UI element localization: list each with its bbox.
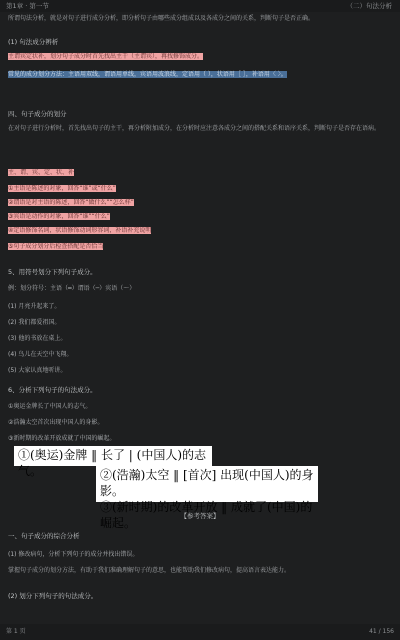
- exercise-item: (4) 鸟儿在天空中飞翔。: [8, 351, 73, 358]
- intro-paragraph: 所谓句法分析，就是对句子进行成分分析，即分析句子由哪些成分组成以及各成分之间的关系，判断句子是否正确。: [8, 15, 315, 22]
- analysis-line: ①奥运金牌长了中国人的志气。: [8, 403, 92, 410]
- exercise-intro: 例：划分符号：主语（═）谓语（─）宾语（～）: [8, 285, 136, 292]
- header-right: （二）句法分析: [346, 2, 392, 10]
- pink-item-4: [8, 226, 392, 235]
- exercise-item: (5) 大家认真地听讲。: [8, 367, 67, 374]
- exercise-item: (1) 月亮升起来了。: [8, 303, 61, 310]
- analysis-line: ②浩瀚太空首次出现中国人的身影。: [8, 419, 104, 426]
- header-bar: [0, 0, 400, 12]
- pink-highlight-text: 主谓宾定状补，划分句子成分时首先找出主干（主谓宾），再找修饰成分。: [8, 53, 204, 60]
- section3-title: 5、用符号划分下列句子成分。: [8, 268, 97, 276]
- exercise-item: (2) 我们都爱祖国。: [8, 319, 61, 326]
- section4-title: 6、分析下列句子的句法成分。: [8, 386, 97, 394]
- pink-heading-text: 主、谓、宾、定、状、补: [8, 169, 75, 176]
- pink-item-3: [8, 212, 392, 221]
- section2-title: 四、句子成分的划分: [8, 110, 67, 118]
- section5-item: (1) 修改病句，分析下列句子的成分并找出错误。: [8, 551, 139, 558]
- center-label: 【参考答案】: [180, 512, 220, 520]
- pink-item-2: [8, 198, 392, 207]
- pink-item-5: [8, 242, 392, 251]
- pink-item-text: ③宾语是动作的对象，回答“谁”“什么”: [8, 213, 110, 220]
- analysis-line: ③新时期的改革开放成就了中国的崛起。: [8, 435, 116, 442]
- pink-item-text: ②谓语是对主语的陈述，回答“做什么”“怎么样”: [8, 199, 134, 206]
- section5-title: 一、句子成分的综合分析: [8, 532, 80, 540]
- blue-highlight-block: [8, 70, 392, 79]
- section1-title: (1) 句法成分辨析: [8, 38, 59, 46]
- footer-left: 第 1 页: [6, 628, 26, 635]
- exercise-item: (3) 他的书放在桌上。: [8, 335, 67, 342]
- pink-highlight-line: [8, 52, 392, 61]
- body-paragraph: 在对句子进行分析时，首先找出句子的主干，再分析附加成分，在分析时应注意各成分之间的搭配关系和语序关系，判断句子是否存在语病。: [8, 125, 381, 132]
- section6-title: (2) 划分下列句子的句法成分。: [8, 592, 98, 600]
- answer-line-2: ②(浩瀚)太空 ‖ [首次] 出现(中国人)的身影。: [100, 468, 314, 498]
- pink-item-text: ①主语是陈述的对象，回答“谁”或“什么”: [8, 185, 116, 192]
- pink-item-text: ④定语修饰名词，状语修饰动词形容词，补语补充说明: [8, 227, 152, 234]
- pink-item-1: [8, 184, 392, 193]
- answer-line-1: ①(奥运)金牌 ‖ 长了 | (中国人)的志气。: [18, 448, 207, 478]
- footer-bar: [0, 624, 400, 640]
- answer-line-3: ③(新时期)的改革开放 ‖ 成就了(中国)的崛起。: [100, 500, 313, 530]
- pink-item-text: ⑤句子成分划分后检查搭配是否恰当: [8, 243, 104, 250]
- blue-highlight-text: 常见的成分划分方法：主语用双线，谓语用单线，宾语用波浪线，定语用（ ），状语用［ ］，补语用〈 〉。: [8, 71, 287, 78]
- page-counter: 41 / 156: [369, 628, 394, 635]
- header-left: 第1章 · 第一节: [6, 2, 49, 10]
- pink-heading: [8, 168, 392, 177]
- answer-box-1: [14, 446, 212, 478]
- section5-paragraph: 掌握句子成分的划分方法，有助于我们准确理解句子的意思，也能帮助我们修改病句，提高语言表达能力。: [8, 567, 291, 574]
